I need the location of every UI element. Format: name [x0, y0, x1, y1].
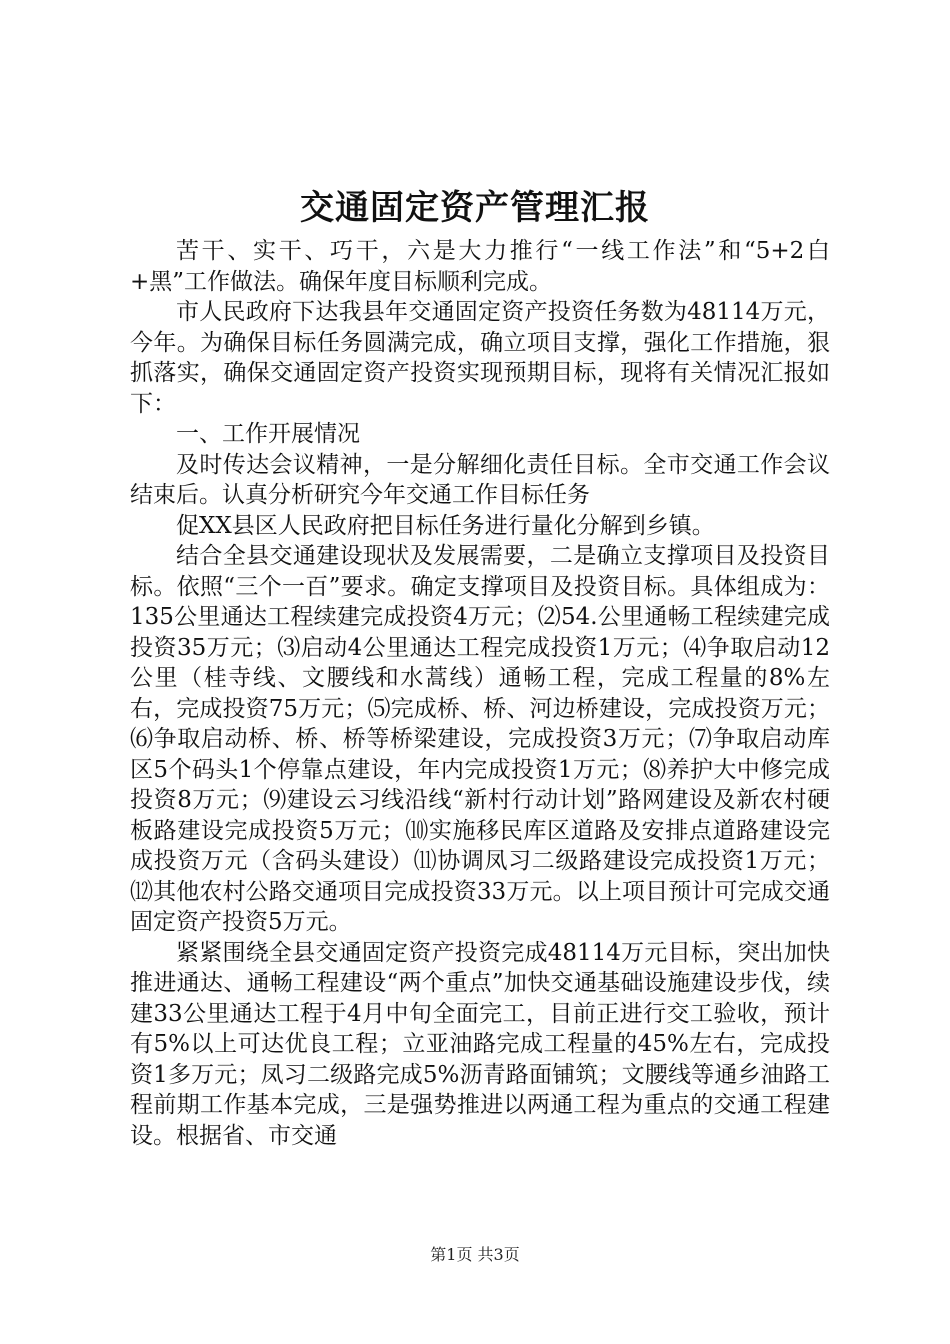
- paragraph: 市人民政府下达我县年交通固定资产投资任务数为48114万元，今年。为确保目标任务圆满完成，确立项目支撑，强化工作措施，狠抓落实，确保交通固定资产投资实现预期目标，现将有关情况汇报如下：: [130, 299, 830, 417]
- document-body: [130, 236, 830, 1151]
- document-title: 交通固定资产管理汇报: [300, 188, 650, 228]
- section-heading: 一、工作开展情况: [176, 421, 360, 447]
- page-number-footer: 第1页 共3页: [430, 1245, 520, 1264]
- paragraph: 苦干、实干、巧干，六是大力推行“一线工作法”和“5+2白+黑”工作做法。确保年度目标顺利完成。: [130, 238, 830, 295]
- paragraph: 促XX县区人民政府把目标任务进行量化分解到乡镇。: [176, 512, 715, 539]
- paragraph: 及时传达会议精神，一是分解细化责任目标。全市交通工作会议结束后。认真分析研究今年交通工作目标任务: [130, 451, 830, 508]
- paragraph: 结合全县交通建设现状及发展需要，二是确立支撑项目及投资目标。依照“三个一百”要求。确定支撑项目及投资目标。具体组成为：135公里通达工程续建完成投资4万元；⑵54.公里通畅工程续建完成投资35万元；⑶启动4公里通达工程完成投资1万元；⑷争取启动12公里（桂寺线、文腰线和水蒿线）通畅工程，完成工程量的8%左右，完成投资75万元；⑸完成桥、桥、河边桥建设，完成投资万元；⑹争取启动桥、桥、桥等桥梁建设，完成投资3万元；⑺争取启动库区5个码头1个停靠点建设，年内完成投资1万元；⑻养护大中修完成投资8万元；⑼建设云习线沿线“新村行动计划”路网建设及新农村硬板路建设完成投资5万元；⑽实施移民库区道路及安排点道路建设完成投资万元（含码头建设）⑾协调凤习二级路建设完成投资1万元；⑿其他农村公路交通项目完成投资33万元。以上项目预计可完成交通固定资产投资5万元。: [130, 543, 830, 935]
- paragraph: 紧紧围绕全县交通固定资产投资完成48114万元目标，突出加快推进通达、通畅工程建设“两个重点”加快交通基础设施建设步伐，续建33公里通达工程于4月中旬全面完工，目前正进行交工验收，预计有5%以上可达优良工程；立亚油路完成工程量的45%左右，完成投资1多万元；凤习二级路完成5%沥青路面铺筑；文腰线等通乡油路工程前期工作基本完成，三是强势推进以两通工程为重点的交通工程建设。根据省、市交通: [130, 939, 830, 1149]
